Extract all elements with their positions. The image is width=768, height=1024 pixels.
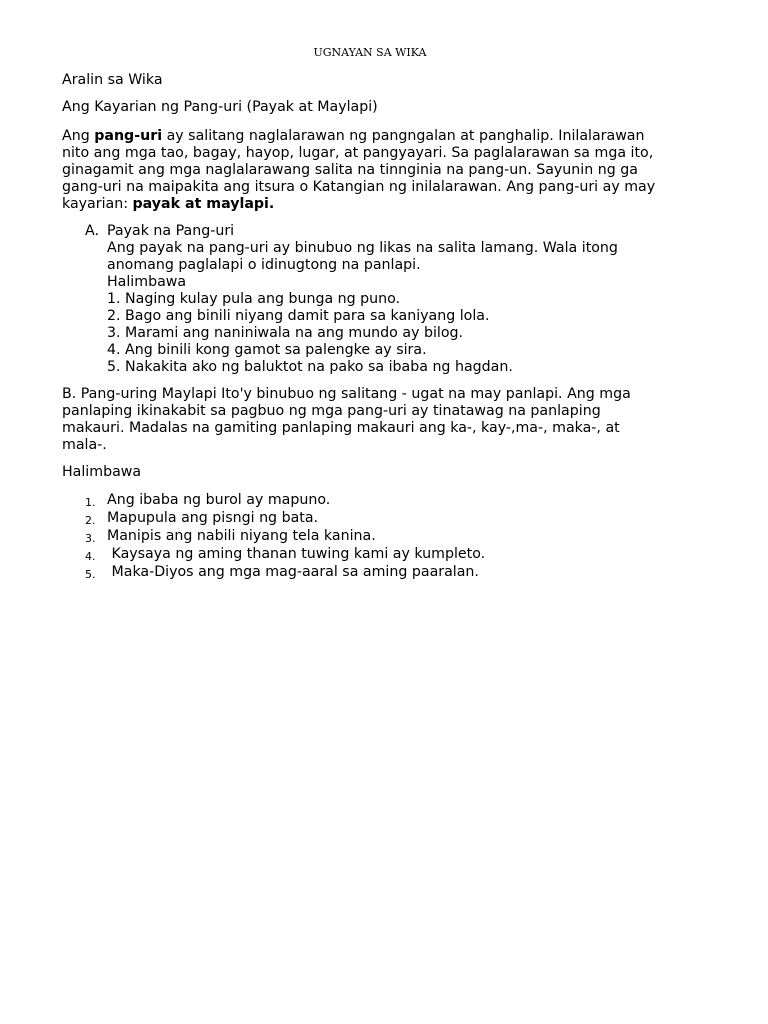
section-a-desc-1: Ang payak na pang-uri ay binubuo ng likas na salita lamang. Wala itong [107, 240, 618, 256]
list-number: 5. [85, 568, 96, 581]
intro-text: Ang [62, 128, 95, 144]
section-a-example-label: Halimbawa [107, 274, 187, 290]
section-b-line-3: makauri. Madalas na gamiting panlaping makauri ang ka-, kay-,ma-, maka-, at [62, 420, 620, 436]
section-b-line-1: B. Pang-uring Maylapi Ito'y binubuo ng salitang - ugat na may panlapi. Ang mga [62, 386, 631, 402]
list-item: 3. Marami ang naniniwala na ang mundo ay bilog. [107, 325, 464, 341]
intro-line-4: gang-uri na maipakita ang itsura o Katangian ng inilalarawan. Ang pang-uri ay may [62, 179, 656, 195]
list-number: 3. [85, 532, 96, 545]
intro-bold-term: pang-uri [94, 128, 163, 144]
section-a [107, 223, 687, 376]
list-number: 1. [85, 496, 96, 509]
section-a-desc-2: anomang paglalapi o idinugtong na panlapi. [107, 257, 421, 273]
list-item: 5. Nakakita ako ng baluktot na pako sa ibaba ng hagdan. [107, 359, 513, 375]
list-item: 1. Naging kulay pula ang bunga ng puno. [107, 291, 401, 307]
list-item: 2. Bago ang binili niyang damit para sa kaniyang lola. [107, 308, 490, 324]
intro-line-3: ginagamit ang mga naglalarawang salita na tinnginia na pang-un. Sayunin ng ga [62, 162, 638, 178]
section-b-paragraph [62, 386, 682, 454]
intro-bold-term: payak at maylapi. [132, 196, 275, 212]
list-item: Manipis ang nabili niyang tela kanina. [107, 528, 376, 544]
intro-line-2: nito ang mga tao, bagay, hayop, lugar, at pangyayari. Sa paglalarawan sa mga ito, [62, 145, 654, 161]
list-number: 2. [85, 514, 96, 527]
lesson-label: Aralin sa Wika [62, 72, 163, 88]
section-b-line-4: mala-. [62, 437, 107, 453]
section-a-marker: A. [85, 223, 99, 239]
intro-text: kayarian: [62, 196, 133, 212]
list-item: Mapupula ang pisngi ng bata. [107, 510, 319, 526]
list-number: 4. [85, 550, 96, 563]
document-header: UGNAYAN SA WIKA [313, 46, 427, 59]
section-b-example-label: Halimbawa [62, 464, 142, 480]
list-item: Kaysaya ng aming thanan tuwing kami ay kumpleto. [107, 546, 486, 562]
list-item: Maka-Diyos ang mga mag-aaral sa aming paaralan. [107, 564, 479, 580]
intro-text: ay salitang naglalarawan ng pangngalan at panghalip. Inilalarawan [162, 128, 645, 144]
section-a-title: Payak na Pang-uri [107, 223, 235, 239]
list-item: Ang ibaba ng burol ay mapuno. [107, 492, 331, 508]
intro-line-1 [62, 128, 682, 145]
list-item: 4. Ang binili kong gamot sa palengke ay sira. [107, 342, 427, 358]
intro-line-5 [62, 196, 682, 213]
section-b-line-2: panlaping ikinakabit sa pagbuo ng mga pang-uri ay tinatawag na panlaping [62, 403, 601, 419]
intro-paragraph [62, 128, 682, 213]
lesson-title: Ang Kayarian ng Pang-uri (Payak at Maylapi) [62, 99, 378, 115]
